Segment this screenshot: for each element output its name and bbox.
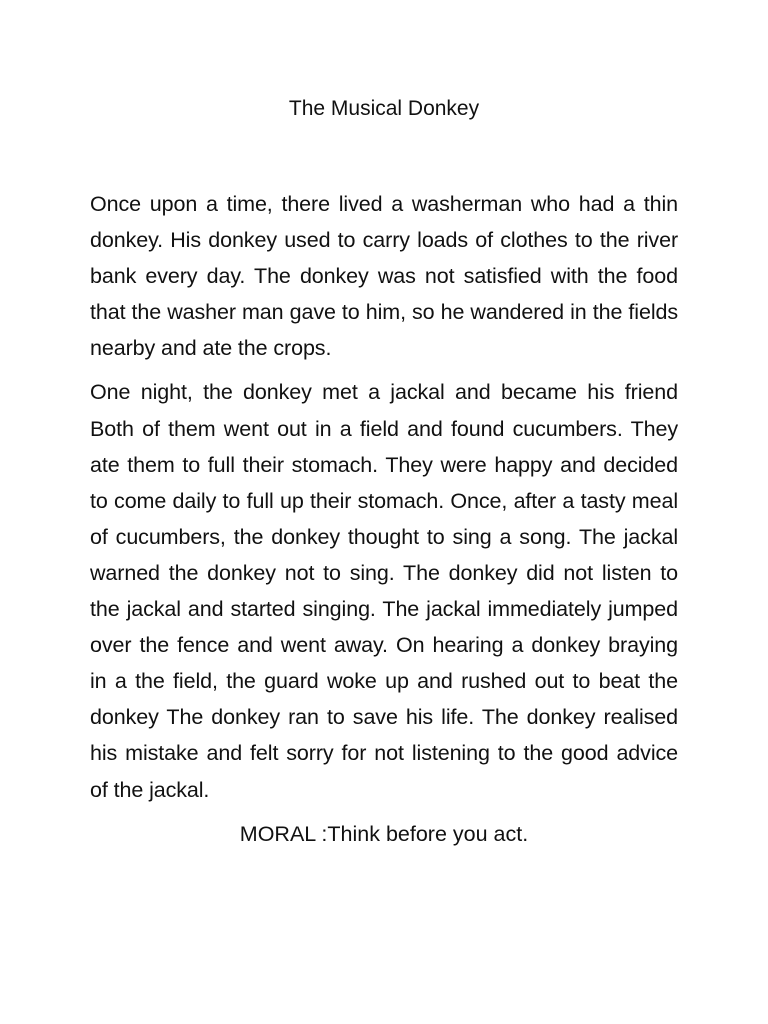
page-title: The Musical Donkey	[288, 97, 480, 120]
paragraph-2: One night, the donkey met a jackal and became his friend Both of them went out in a field and found cucumbers. They ate them to full their stomach. They were happy and decided to come daily to full up their stomach. Once, after a tasty meal of cucumbers, the donkey thought to sing a song. The jackal warned the donkey not to sing. The donkey did not listen to the jackal and started singing. The jackal immediately jumped over the fence and went away. On hearing a donkey braying in a the field, the guard woke up and rushed out to beat the donkey The donkey ran to save his life. The donkey realised his mistake and felt sorry for not listening to the good advice of the jackal.	[90, 380, 678, 802]
story-body	[90, 186, 678, 852]
moral-text: MORAL :Think before you act.	[239, 821, 529, 846]
paragraph-1: Once upon a time, there lived a washerman who had a thin donkey. His donkey used to carry loads of clothes to the river bank every day. The donkey was not satisfied with the food that the washer man gave to him, so he wandered in the fields nearby and ate the crops.	[90, 192, 678, 361]
